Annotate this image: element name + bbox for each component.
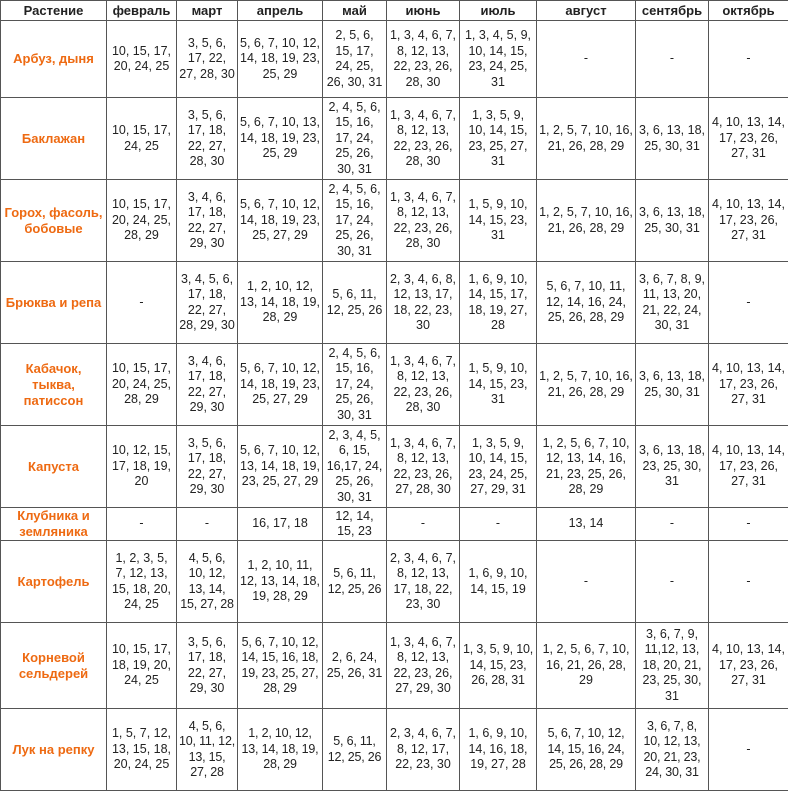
date-cell-august: 1, 2, 5, 7, 10, 16, 21, 26, 28, 29 xyxy=(537,98,636,180)
header-row xyxy=(1,1,788,21)
date-cell-may: 2, 4, 5, 6, 15, 16, 17, 24, 25, 26, 30, 31 xyxy=(323,98,387,180)
date-cell-march: 4, 5, 6, 10, 12, 13, 14, 15, 27, 28 xyxy=(177,541,238,623)
plant-name: Картофель xyxy=(1,541,107,623)
header-august: август xyxy=(537,1,636,21)
header-may: май xyxy=(323,1,387,21)
date-cell-february: - xyxy=(107,262,177,344)
plant-name: Горох, фасоль, бобовые xyxy=(1,180,107,262)
table-row xyxy=(1,98,788,180)
table-row xyxy=(1,541,788,623)
plant-name: Капуста xyxy=(1,426,107,508)
date-cell-may: 2, 4, 5, 6, 15, 16, 17, 24, 25, 26, 30, 31 xyxy=(323,344,387,426)
date-cell-august: - xyxy=(537,21,636,98)
date-cell-october: 4, 10, 13, 14, 17, 23, 26, 27, 31 xyxy=(709,426,788,508)
date-cell-april: 5, 6, 7, 10, 12, 14, 18, 19, 23, 25, 27, 29 xyxy=(238,180,323,262)
date-cell-march: 3, 4, 6, 17, 18, 22, 27, 29, 30 xyxy=(177,180,238,262)
header-october: октябрь xyxy=(709,1,788,21)
table-row xyxy=(1,21,788,98)
header-march: март xyxy=(177,1,238,21)
date-cell-september: - xyxy=(636,541,709,623)
date-cell-october: - xyxy=(709,541,788,623)
date-cell-july: 1, 6, 9, 10, 14, 15, 19 xyxy=(460,541,537,623)
date-cell-september: 3, 6, 7, 9, 11,12, 13, 18, 20, 21, 23, 25, 30, 31 xyxy=(636,623,709,709)
plant-name: Кабачок, тыква, патиссон xyxy=(1,344,107,426)
date-cell-september: 3, 6, 13, 18, 23, 25, 30, 31 xyxy=(636,426,709,508)
date-cell-may: 2, 4, 5, 6, 15, 16, 17, 24, 25, 26, 30, 31 xyxy=(323,180,387,262)
date-cell-may: 5, 6, 11, 12, 25, 26 xyxy=(323,262,387,344)
date-cell-july: 1, 3, 5, 9, 10, 14, 15, 23, 24, 25, 27, 29, 31 xyxy=(460,426,537,508)
date-cell-march: - xyxy=(177,508,238,541)
date-cell-june: 1, 3, 4, 6, 7, 8, 12, 13, 22, 23, 26, 27, 28, 30 xyxy=(387,426,460,508)
date-cell-may: 5, 6, 11, 12, 25, 26 xyxy=(323,541,387,623)
date-cell-october: 4, 10, 13, 14, 17, 23, 26, 27, 31 xyxy=(709,180,788,262)
date-cell-february: 10, 12, 15, 17, 18, 19, 20 xyxy=(107,426,177,508)
date-cell-august: 1, 2, 5, 6, 7, 10, 16, 21, 26, 28, 29 xyxy=(537,623,636,709)
date-cell-july: 1, 3, 4, 5, 9, 10, 14, 15, 23, 24, 25, 31 xyxy=(460,21,537,98)
date-cell-october: - xyxy=(709,262,788,344)
plant-name: Корневой сельдерей xyxy=(1,623,107,709)
date-cell-april: 5, 6, 7, 10, 12, 14, 18, 19, 23, 25, 29 xyxy=(238,21,323,98)
date-cell-march: 3, 5, 6, 17, 18, 22, 27, 29, 30 xyxy=(177,623,238,709)
date-cell-september: 3, 6, 7, 8, 9, 11, 13, 20, 21, 22, 24, 30, 31 xyxy=(636,262,709,344)
date-cell-april: 1, 2, 10, 12, 13, 14, 18, 19, 28, 29 xyxy=(238,709,323,791)
date-cell-october: - xyxy=(709,508,788,541)
date-cell-september: 3, 6, 13, 18, 25, 30, 31 xyxy=(636,98,709,180)
date-cell-april: 5, 6, 7, 10, 12, 13, 14, 18, 19, 23, 25, 27, 29 xyxy=(238,426,323,508)
date-cell-march: 3, 5, 6, 17, 18, 22, 27, 29, 30 xyxy=(177,426,238,508)
date-cell-may: 2, 3, 4, 5, 6, 15, 16,17, 24, 25, 26, 30, 31 xyxy=(323,426,387,508)
header-april: апрель xyxy=(238,1,323,21)
date-cell-june: 2, 3, 4, 6, 8, 12, 13, 17, 18, 22, 23, 30 xyxy=(387,262,460,344)
date-cell-march: 4, 5, 6, 10, 11, 12, 13, 15, 27, 28 xyxy=(177,709,238,791)
table-row xyxy=(1,623,788,709)
date-cell-march: 3, 4, 5, 6, 17, 18, 22, 27, 28, 29, 30 xyxy=(177,262,238,344)
date-cell-april: 5, 6, 7, 10, 12, 14, 18, 19, 23, 25, 27, 29 xyxy=(238,344,323,426)
table-row xyxy=(1,180,788,262)
date-cell-april: 5, 6, 7, 10, 13, 14, 18, 19, 23, 25, 29 xyxy=(238,98,323,180)
date-cell-june: 2, 3, 4, 6, 7, 8, 12, 17, 22, 23, 30 xyxy=(387,709,460,791)
date-cell-july: 1, 5, 9, 10, 14, 15, 23, 31 xyxy=(460,180,537,262)
date-cell-july: 1, 3, 5, 9, 10, 14, 15, 23, 26, 28, 31 xyxy=(460,623,537,709)
header-plant: Растение xyxy=(1,1,107,21)
date-cell-july: 1, 3, 5, 9, 10, 14, 15, 23, 25, 27, 31 xyxy=(460,98,537,180)
date-cell-february: 10, 15, 17, 24, 25 xyxy=(107,98,177,180)
date-cell-february: - xyxy=(107,508,177,541)
date-cell-august: - xyxy=(537,541,636,623)
date-cell-july: 1, 5, 9, 10, 14, 15, 23, 31 xyxy=(460,344,537,426)
date-cell-may: 5, 6, 11, 12, 25, 26 xyxy=(323,709,387,791)
date-cell-march: 3, 4, 6, 17, 18, 22, 27, 29, 30 xyxy=(177,344,238,426)
plant-name: Брюква и репа xyxy=(1,262,107,344)
date-cell-april: 5, 6, 7, 10, 12, 14, 15, 16, 18, 19, 23, 25, 27, 28, 29 xyxy=(238,623,323,709)
date-cell-august: 1, 2, 5, 7, 10, 16, 21, 26, 28, 29 xyxy=(537,180,636,262)
date-cell-march: 3, 5, 6, 17, 22, 27, 28, 30 xyxy=(177,21,238,98)
date-cell-august: 5, 6, 7, 10, 11, 12, 14, 16, 24, 25, 26, 28, 29 xyxy=(537,262,636,344)
date-cell-september: - xyxy=(636,508,709,541)
date-cell-july: - xyxy=(460,508,537,541)
table-row xyxy=(1,262,788,344)
header-september: сентябрь xyxy=(636,1,709,21)
date-cell-february: 10, 15, 17, 18, 19, 20, 24, 25 xyxy=(107,623,177,709)
plant-name: Баклажан xyxy=(1,98,107,180)
date-cell-june: 1, 3, 4, 6, 7, 8, 12, 13, 22, 23, 26, 28, 30 xyxy=(387,344,460,426)
header-july: июль xyxy=(460,1,537,21)
date-cell-october: - xyxy=(709,709,788,791)
date-cell-june: 2, 3, 4, 6, 7, 8, 12, 13, 17, 18, 22, 23, 30 xyxy=(387,541,460,623)
date-cell-may: 12, 14, 15, 23 xyxy=(323,508,387,541)
date-cell-july: 1, 6, 9, 10, 14, 15, 17, 18, 19, 27, 28 xyxy=(460,262,537,344)
table-row xyxy=(1,344,788,426)
date-cell-june: 1, 3, 4, 6, 7, 8, 12, 13, 22, 23, 26, 28, 30 xyxy=(387,21,460,98)
date-cell-october: 4, 10, 13, 14, 17, 23, 26, 27, 31 xyxy=(709,623,788,709)
date-cell-april: 1, 2, 10, 11, 12, 13, 14, 18, 19, 28, 29 xyxy=(238,541,323,623)
date-cell-april: 1, 2, 10, 12, 13, 14, 18, 19, 28, 29 xyxy=(238,262,323,344)
date-cell-july: 1, 6, 9, 10, 14, 16, 18, 19, 27, 28 xyxy=(460,709,537,791)
date-cell-june: - xyxy=(387,508,460,541)
date-cell-april: 16, 17, 18 xyxy=(238,508,323,541)
table-row xyxy=(1,426,788,508)
date-cell-february: 10, 15, 17, 20, 24, 25, 28, 29 xyxy=(107,180,177,262)
date-cell-may: 2, 6, 24, 25, 26, 31 xyxy=(323,623,387,709)
table-row xyxy=(1,709,788,791)
date-cell-february: 10, 15, 17, 20, 24, 25, 28, 29 xyxy=(107,344,177,426)
date-cell-september: 3, 6, 7, 8, 10, 12, 13, 20, 21, 23, 24, 30, 31 xyxy=(636,709,709,791)
date-cell-june: 1, 3, 4, 6, 7, 8, 12, 13, 22, 23, 26, 28, 30 xyxy=(387,98,460,180)
date-cell-september: 3, 6, 13, 18, 25, 30, 31 xyxy=(636,344,709,426)
plant-name: Арбуз, дыня xyxy=(1,21,107,98)
date-cell-august: 1, 2, 5, 7, 10, 16, 21, 26, 28, 29 xyxy=(537,344,636,426)
date-cell-june: 1, 3, 4, 6, 7, 8, 12, 13, 22, 23, 26, 27, 29, 30 xyxy=(387,623,460,709)
date-cell-october: 4, 10, 13, 14, 17, 23, 26, 27, 31 xyxy=(709,344,788,426)
date-cell-september: 3, 6, 13, 18, 25, 30, 31 xyxy=(636,180,709,262)
date-cell-october: - xyxy=(709,21,788,98)
header-february: февраль xyxy=(107,1,177,21)
date-cell-august: 13, 14 xyxy=(537,508,636,541)
date-cell-may: 2, 5, 6, 15, 17, 24, 25, 26, 30, 31 xyxy=(323,21,387,98)
plant-name: Клубника и земляника xyxy=(1,508,107,541)
date-cell-june: 1, 3, 4, 6, 7, 8, 12, 13, 22, 23, 26, 28, 30 xyxy=(387,180,460,262)
date-cell-february: 10, 15, 17, 20, 24, 25 xyxy=(107,21,177,98)
date-cell-march: 3, 5, 6, 17, 18, 22, 27, 28, 30 xyxy=(177,98,238,180)
date-cell-august: 5, 6, 7, 10, 12, 14, 15, 16, 24, 25, 26, 28, 29 xyxy=(537,709,636,791)
date-cell-august: 1, 2, 5, 6, 7, 10, 12, 13, 14, 16, 21, 23, 25, 26, 28, 29 xyxy=(537,426,636,508)
date-cell-september: - xyxy=(636,21,709,98)
date-cell-october: 4, 10, 13, 14, 17, 23, 26, 27, 31 xyxy=(709,98,788,180)
header-june: июнь xyxy=(387,1,460,21)
table-row xyxy=(1,508,788,541)
plant-name: Лук на репку xyxy=(1,709,107,791)
date-cell-february: 1, 2, 3, 5, 7, 12, 13, 15, 18, 20, 24, 25 xyxy=(107,541,177,623)
date-cell-february: 1, 5, 7, 12, 13, 15, 18, 20, 24, 25 xyxy=(107,709,177,791)
